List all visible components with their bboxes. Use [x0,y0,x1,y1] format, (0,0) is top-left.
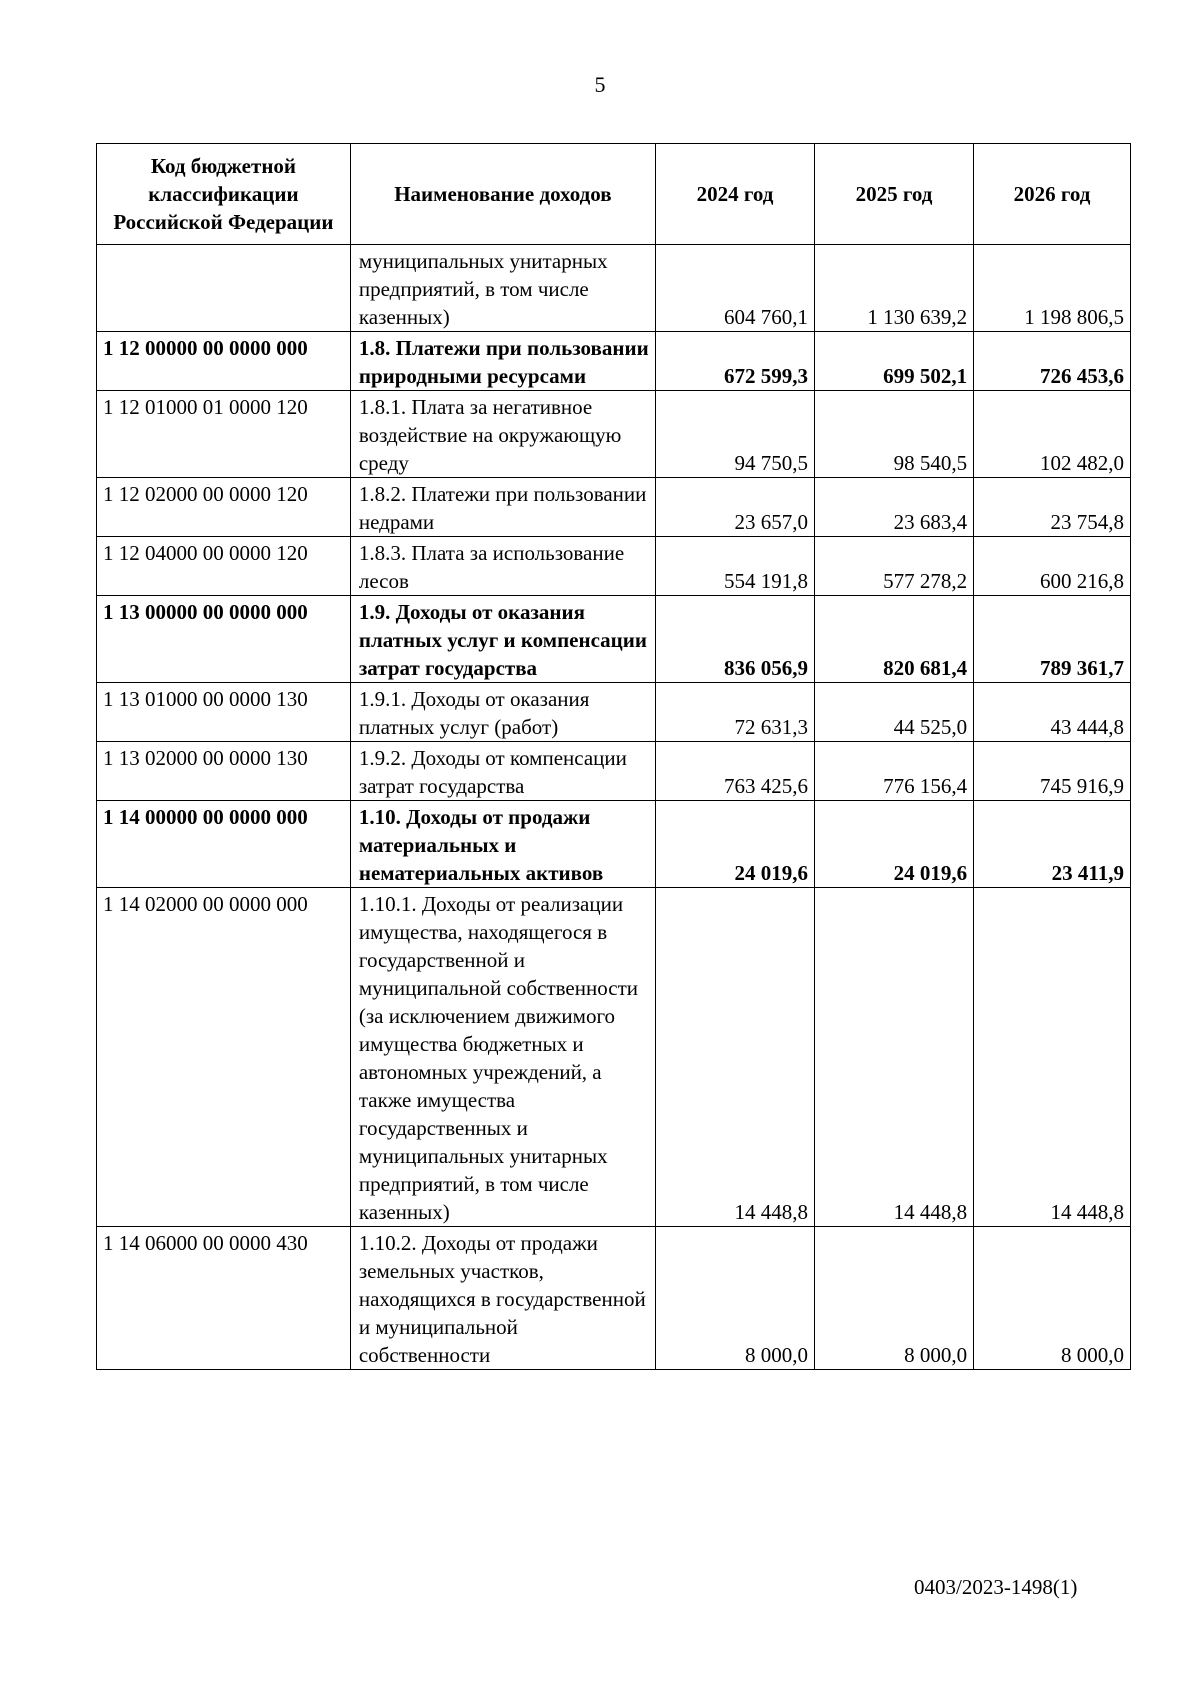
table-row [97,1227,1131,1370]
cell-code: 1 13 02000 00 0000 130 [97,742,351,801]
cell-2025: 98 540,5 [815,391,974,478]
table-row [97,245,1131,332]
cell-code: 1 13 01000 00 0000 130 [97,683,351,742]
document-reference: 0403/2023-1498(1) [914,1575,1078,1599]
cell-2024: 8 000,0 [655,1227,814,1370]
cell-2026: 102 482,0 [974,391,1131,478]
cell-name: 1.9.2. Доходы от компенсации затрат государства [350,742,655,801]
cell-name: муниципальных унитарных предприятий, в том числе казенных) [350,245,655,332]
cell-name: 1.8.1. Плата за негативное воздействие на окружающую среду [350,391,655,478]
cell-2026: 1 198 806,5 [974,245,1131,332]
table-row [97,478,1131,537]
cell-code: 1 12 00000 00 0000 000 [97,332,351,391]
cell-code [97,245,351,332]
cell-2025: 8 000,0 [815,1227,974,1370]
table-body [97,245,1131,1370]
cell-2025: 577 278,2 [815,537,974,596]
cell-name: 1.10.2. Доходы от продажи земельных участков, находящихся в государственной и муниципальной собственности [350,1227,655,1370]
table-row [97,391,1131,478]
header-2026: 2026 год [974,144,1131,245]
cell-2024: 72 631,3 [655,683,814,742]
table-row [97,801,1131,888]
cell-2025: 24 019,6 [815,801,974,888]
cell-2026: 789 361,7 [974,596,1131,683]
cell-code: 1 12 02000 00 0000 120 [97,478,351,537]
table-row [97,683,1131,742]
cell-2026: 43 444,8 [974,683,1131,742]
cell-2024: 554 191,8 [655,537,814,596]
table-row [97,742,1131,801]
cell-2026: 23 754,8 [974,478,1131,537]
cell-2026: 745 916,9 [974,742,1131,801]
cell-2025: 14 448,8 [815,888,974,1227]
cell-code: 1 14 02000 00 0000 000 [97,888,351,1227]
cell-name: 1.8. Платежи при пользовании природными ресурсами [350,332,655,391]
cell-2025: 699 502,1 [815,332,974,391]
cell-2026: 8 000,0 [974,1227,1131,1370]
header-2024: 2024 год [655,144,814,245]
cell-2026: 23 411,9 [974,801,1131,888]
cell-name: 1.10. Доходы от продажи материальных и нематериальных активов [350,801,655,888]
cell-2024: 14 448,8 [655,888,814,1227]
cell-name: 1.10.1. Доходы от реализации имущества, находящегося в государственной и муниципальной собственности (за исключением движимого имущества бюджетных и автономных учреждений, а также имущества государственных и муниципальных унитарных предприятий, в том числе казенных) [350,888,655,1227]
cell-2024: 763 425,6 [655,742,814,801]
cell-code: 1 13 00000 00 0000 000 [97,596,351,683]
table-row [97,888,1131,1227]
cell-name: 1.9.1. Доходы от оказания платных услуг (работ) [350,683,655,742]
cell-2024: 23 657,0 [655,478,814,537]
budget-revenue-table [96,143,1131,1370]
cell-2024: 94 750,5 [655,391,814,478]
header-name: Наименование доходов [350,144,655,245]
cell-name: 1.9. Доходы от оказания платных услуг и компенсации затрат государства [350,596,655,683]
table-header-row [97,144,1131,245]
cell-2024: 672 599,3 [655,332,814,391]
cell-2025: 44 525,0 [815,683,974,742]
cell-2025: 776 156,4 [815,742,974,801]
cell-2025: 1 130 639,2 [815,245,974,332]
header-2025: 2025 год [815,144,974,245]
cell-2026: 14 448,8 [974,888,1131,1227]
cell-2026: 600 216,8 [974,537,1131,596]
table-row [97,332,1131,391]
cell-code: 1 12 01000 01 0000 120 [97,391,351,478]
cell-2025: 23 683,4 [815,478,974,537]
header-code: Код бюджетной классификации Российской Федерации [97,144,351,245]
table-row [97,596,1131,683]
cell-2024: 24 019,6 [655,801,814,888]
page-number: 5 [594,72,606,97]
cell-2024: 604 760,1 [655,245,814,332]
cell-code: 1 14 00000 00 0000 000 [97,801,351,888]
cell-2025: 820 681,4 [815,596,974,683]
cell-2024: 836 056,9 [655,596,814,683]
cell-name: 1.8.2. Платежи при пользовании недрами [350,478,655,537]
cell-code: 1 12 04000 00 0000 120 [97,537,351,596]
cell-name: 1.8.3. Плата за использование лесов [350,537,655,596]
table-row [97,537,1131,596]
cell-code: 1 14 06000 00 0000 430 [97,1227,351,1370]
cell-2026: 726 453,6 [974,332,1131,391]
